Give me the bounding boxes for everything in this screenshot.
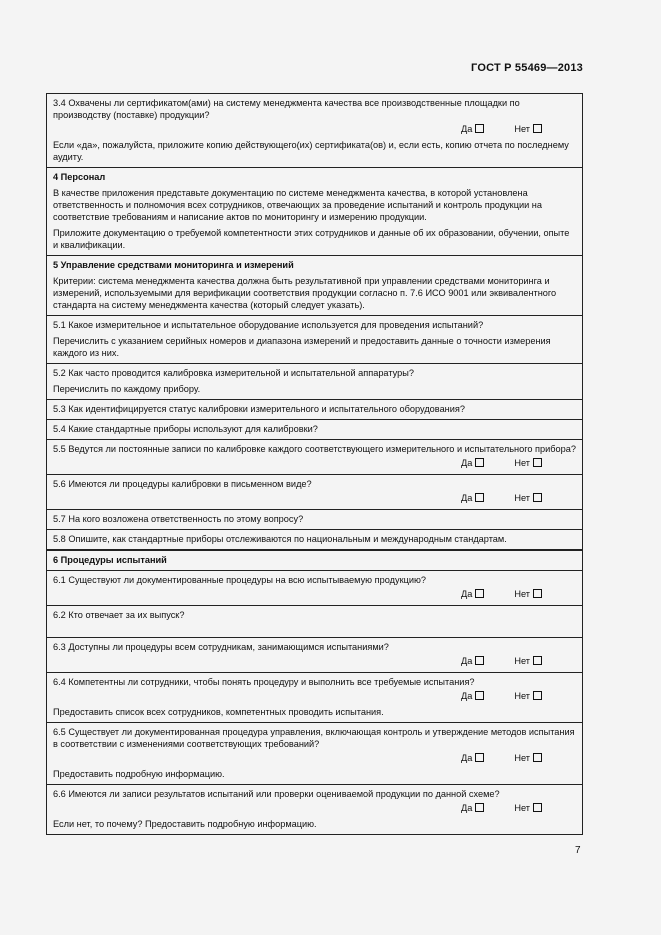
row-text: Перечислить с указанием серийных номеров и диапазона измерений и предоставить данные о точности измерения каждого из них. [53, 336, 551, 358]
yes-checkbox[interactable] [475, 691, 484, 700]
yes-option-label: Да [461, 124, 473, 134]
row-text: 5.4 Какие стандартные приборы используют для калибровки? [53, 424, 318, 434]
no-option-label: Нет [514, 124, 530, 134]
yes-option [461, 690, 484, 702]
no-checkbox[interactable] [533, 803, 542, 812]
no-option [514, 690, 542, 702]
table-row [47, 606, 582, 638]
row-text: 5.8 Опишите, как стандартные приборы отслеживаются по национальным и международным стандартам. [53, 534, 507, 544]
table-row [47, 364, 582, 400]
yes-no-options [53, 802, 576, 814]
no-checkbox[interactable] [533, 124, 542, 133]
row-text: 6.1 Существуют ли документированные процедуры на всю испытываемую продукцию? [53, 575, 426, 585]
table-row [47, 530, 582, 551]
section-heading: 4 Персонал [53, 172, 106, 182]
table-row [47, 256, 582, 316]
page-number: 7 [575, 845, 581, 856]
yes-option [461, 655, 484, 667]
row-text: В качестве приложения представьте документацию по системе менеджмента качества, в которой установлена ответственность и полномочия всех сотрудников, отвечающих за проведение испытаний и контроль продукции на соответствие требованиям и написание актов по мониторингу и измерению продукции. [53, 188, 542, 222]
no-checkbox[interactable] [533, 589, 542, 598]
yes-option [461, 492, 484, 504]
row-text: 6.2 Кто отвечает за их выпуск? [53, 610, 185, 620]
row-text: Критерии: система менеджмента качества должна быть результативной при управлении средствами мониторинга и измерений, используемыми для верификации соответствия продукции согласно п. 7.6 ИСО 9001 или эквивалентного стандарта на систему менеджмента качества (который следует указать). [53, 276, 557, 310]
no-option-label: Нет [514, 589, 530, 599]
yes-option-label: Да [461, 803, 473, 813]
no-checkbox[interactable] [533, 493, 542, 502]
yes-checkbox[interactable] [475, 589, 484, 598]
no-option [514, 752, 542, 764]
table-row [47, 723, 582, 785]
table-row [47, 510, 582, 530]
no-option [514, 457, 542, 469]
yes-option [461, 752, 484, 764]
no-option [514, 492, 542, 504]
row-note: Если «да», пожалуйста, приложите копию действующего(их) сертификата(ов) и, если есть, копию отчета по последнему аудиту. [53, 140, 569, 162]
table-row [47, 475, 582, 510]
row-text: 6.4 Компетентны ли сотрудники, чтобы понять процедуру и выполнить все требуемые испытания? [53, 677, 475, 687]
row-text: 5.5 Ведутся ли постоянные записи по калибровке каждого соответствующего измерительного и испытательного прибора? [53, 444, 576, 454]
row-text: Перечислить по каждому прибору. [53, 384, 201, 394]
no-checkbox[interactable] [533, 691, 542, 700]
table-row [47, 638, 582, 673]
no-option-label: Нет [514, 803, 530, 813]
row-text: 5.2 Как часто проводится калибровка измерительной и испытательной аппаратуры? [53, 368, 414, 378]
no-checkbox[interactable] [533, 458, 542, 467]
table-row [47, 571, 582, 606]
table-row [47, 551, 582, 571]
no-option [514, 802, 542, 814]
no-option-label: Нет [514, 656, 530, 666]
table-row [47, 440, 582, 475]
yes-option-label: Да [461, 656, 473, 666]
no-option-label: Нет [514, 691, 530, 701]
yes-option [461, 123, 484, 135]
section-heading: 6 Процедуры испытаний [53, 555, 167, 565]
yes-option [461, 802, 484, 814]
no-option [514, 588, 542, 600]
table-row [47, 420, 582, 440]
yes-no-options [53, 588, 576, 600]
yes-checkbox[interactable] [475, 493, 484, 502]
row-text: 6.5 Существует ли документированная процедура управления, включающая контроль и утверждение методов испытания в соответствии с изменениями соответствующих требований? [53, 727, 575, 749]
no-checkbox[interactable] [533, 656, 542, 665]
yes-checkbox[interactable] [475, 458, 484, 467]
yes-no-options [53, 123, 576, 135]
no-option [514, 123, 542, 135]
yes-no-options [53, 752, 576, 764]
row-text: 5.7 На кого возложена ответственность по этому вопросу? [53, 514, 304, 524]
yes-option-label: Да [461, 691, 473, 701]
yes-no-options [53, 457, 576, 469]
yes-option-label: Да [461, 589, 473, 599]
row-note: Предоставить список всех сотрудников, компетентных проводить испытания. [53, 707, 384, 717]
row-text: 6.6 Имеются ли записи результатов испытаний или проверки оцениваемой продукции по данной схеме? [53, 789, 500, 799]
yes-option [461, 588, 484, 600]
no-option-label: Нет [514, 458, 530, 468]
row-note: Предоставить подробную информацию. [53, 769, 225, 779]
yes-no-options [53, 492, 576, 504]
table-row [47, 785, 582, 834]
row-text: Приложите документацию о требуемой компетентности этих сотрудников и данные об их образовании, обучении, опыте и квалификации. [53, 228, 570, 250]
yes-option-label: Да [461, 493, 473, 503]
no-option-label: Нет [514, 753, 530, 763]
row-text: 5.6 Имеются ли процедуры калибровки в письменном виде? [53, 479, 312, 489]
yes-checkbox[interactable] [475, 753, 484, 762]
yes-option-label: Да [461, 458, 473, 468]
no-checkbox[interactable] [533, 753, 542, 762]
yes-no-options [53, 690, 576, 702]
table-row [47, 400, 582, 420]
row-note: Если нет, то почему? Предоставить подробную информацию. [53, 819, 317, 829]
blank-answer-space [53, 621, 576, 633]
yes-option-label: Да [461, 753, 473, 763]
document-id: ГОСТ Р 55469—2013 [471, 62, 583, 74]
no-option [514, 655, 542, 667]
row-text: 5.3 Как идентифицируется статус калибровки измерительного и испытательного оборудования? [53, 404, 465, 414]
table-row [47, 673, 582, 723]
yes-no-options [53, 655, 576, 667]
section-heading: 5 Управление средствами мониторинга и измерений [53, 260, 294, 270]
yes-checkbox[interactable] [475, 656, 484, 665]
row-text: 3.4 Охвачены ли сертификатом(ами) на систему менеджмента качества все производственные площадки по производству (поставке) продукции? [53, 98, 520, 120]
table-row [47, 94, 582, 168]
row-text: 6.3 Доступны ли процедуры всем сотрудникам, занимающимся испытаниями? [53, 642, 389, 652]
yes-checkbox[interactable] [475, 803, 484, 812]
no-option-label: Нет [514, 493, 530, 503]
questionnaire-table [46, 93, 583, 835]
table-row [47, 168, 582, 256]
row-text: 5.1 Какое измерительное и испытательное оборудование используется для проведения испытаний? [53, 320, 484, 330]
table-row [47, 316, 582, 364]
yes-checkbox[interactable] [475, 124, 484, 133]
yes-option [461, 457, 484, 469]
